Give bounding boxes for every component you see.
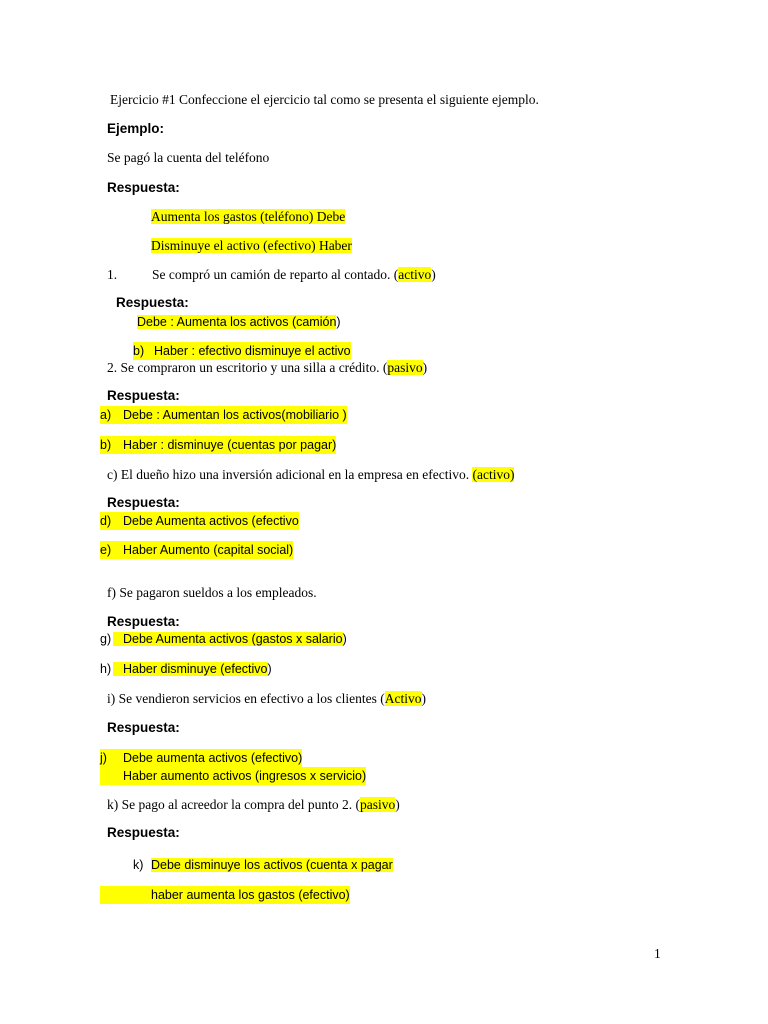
example-debe — [151, 208, 345, 226]
q1-haber-marker: b) — [133, 344, 145, 358]
qf-answer-heading: Respuesta: — [107, 614, 180, 629]
qk-k-marker: k) — [133, 858, 144, 872]
qk-k-text: Debe disminuye los activos (cuenta x pagar — [151, 858, 393, 872]
example-heading: Ejemplo: — [107, 121, 165, 136]
question-1-number: 1. — [107, 267, 118, 282]
question-1-tag: activo — [398, 267, 432, 282]
qc-e-text: Haber Aumento (capital social) — [123, 543, 294, 557]
q1-haber-text: Haber : efectivo disminuye el activo — [154, 344, 351, 358]
example-haber-text: Disminuye el activo (efectivo) Haber — [151, 238, 352, 253]
example-answer-heading: Respuesta: — [107, 180, 180, 195]
qc-d-text: Debe Aumenta activos (efectivo — [123, 514, 299, 528]
example-haber — [151, 237, 352, 255]
qc-answer-e — [100, 541, 293, 559]
q2-a-text: Debe : Aumentan los activos(mobiliario ) — [123, 408, 347, 422]
qc-answer-heading: Respuesta: — [107, 495, 180, 510]
qk-answer-k2 — [100, 886, 350, 904]
q2-b-marker: b) — [100, 438, 112, 452]
q1-answer-heading: Respuesta: — [116, 295, 189, 310]
qk-answer-k — [133, 856, 393, 874]
question-c-text: c) El dueño hizo una inversión adicional en la empresa en efectivo. — [107, 467, 473, 482]
qf-answer-h — [100, 660, 272, 678]
qk-answer-heading: Respuesta: — [107, 825, 180, 840]
qi-answer-j2 — [100, 767, 366, 785]
question-k — [107, 796, 400, 814]
question-2-text: 2. Se compraron un escritorio y una silla a crédito. ( — [107, 360, 388, 375]
q2-a-marker: a) — [100, 408, 112, 422]
qf-g-marker: g) — [100, 632, 112, 646]
example-text: Se pagó la cuenta del teléfono — [107, 150, 270, 165]
question-2 — [107, 359, 427, 377]
qc-e-marker: e) — [100, 543, 112, 557]
q2-answer-a — [100, 406, 347, 424]
question-f: f) Se pagaron sueldos a los empleados. — [107, 585, 317, 600]
question-i — [107, 690, 426, 708]
qf-g-close: ) — [342, 632, 347, 646]
qf-h-marker: h) — [100, 662, 112, 676]
exercise-intro: Ejercicio #1 Confeccione el ejercicio tal como se presenta el siguiente ejemplo. — [110, 92, 539, 107]
question-1-close: ) — [431, 267, 436, 282]
question-c-tag: (activo) — [472, 467, 515, 482]
qf-g-text: Debe Aumenta activos (gastos x salario — [113, 632, 343, 646]
question-2-close: ) — [422, 360, 428, 375]
question-1-text: Se compró un camión de reparto al contado. ( — [152, 267, 399, 282]
qk-k2-text: haber aumenta los gastos (efectivo) — [151, 888, 350, 902]
q2-answer-b — [100, 436, 336, 454]
q1-haber — [133, 342, 351, 360]
qf-answer-g — [100, 630, 347, 648]
question-1 — [107, 266, 436, 284]
question-c — [107, 466, 514, 484]
qi-j2-text: Haber aumento activos (ingresos x servicio) — [123, 769, 367, 783]
q2-answer-heading: Respuesta: — [107, 388, 180, 403]
qi-answer-j — [100, 749, 302, 767]
qi-answer-heading: Respuesta: — [107, 720, 180, 735]
question-i-close: ) — [421, 691, 427, 706]
qi-j-text: Debe aumenta activos (efectivo) — [123, 751, 303, 765]
qi-j-marker: j) — [100, 751, 107, 765]
page-number: 1 — [654, 946, 661, 961]
example-debe-text: Aumenta los gastos (teléfono) Debe — [151, 209, 346, 224]
qc-answer-d — [100, 512, 299, 530]
question-i-text: i) Se vendieron servicios en efectivo a los clientes ( — [107, 691, 385, 706]
question-k-text: k) Se pago al acreedor la compra del punto 2. ( — [107, 797, 361, 812]
q1-debe-close: ) — [336, 315, 341, 329]
q1-debe — [137, 313, 341, 331]
qf-h-close: ) — [267, 662, 272, 676]
qc-d-marker: d) — [100, 514, 112, 528]
question-i-tag: Activo — [384, 691, 422, 706]
question-k-tag: pasivo — [360, 797, 396, 812]
question-2-tag: pasivo — [387, 360, 423, 375]
question-k-close: ) — [395, 797, 400, 812]
q2-b-text: Haber : disminuye (cuentas por pagar) — [123, 438, 337, 452]
qf-h-text: Haber disminuye (efectivo — [113, 662, 268, 676]
q1-debe-text: Debe : Aumenta los activos (camión — [137, 315, 337, 329]
